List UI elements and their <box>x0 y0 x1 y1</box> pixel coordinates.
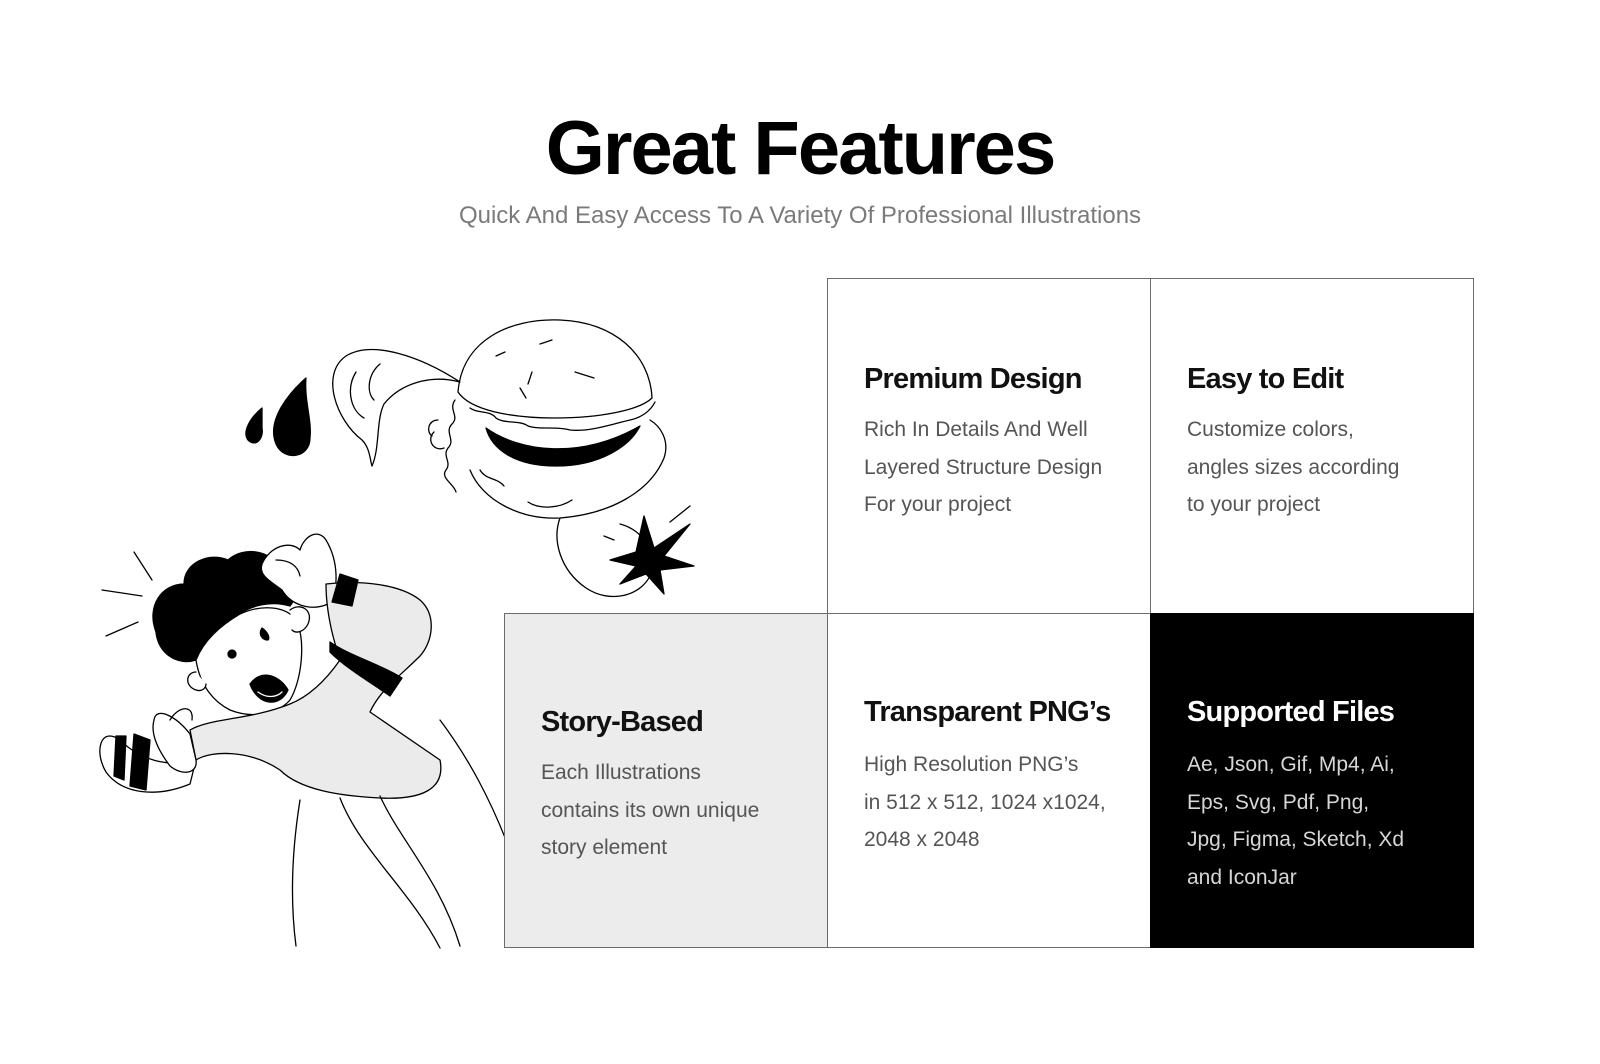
feature-description: Each Illustrations contains its own unique story element <box>541 761 760 859</box>
feature-description: Customize colors, angles sizes according to your project <box>1187 418 1400 516</box>
feature-description: High Resolution PNG’s in 512 x 512, 1024 x1024, 2048 x 2048 <box>864 753 1106 851</box>
feature-title: Supported Files <box>1187 696 1395 728</box>
feature-card-story-based <box>504 613 828 948</box>
feature-card-supported-files <box>1150 613 1474 948</box>
feature-title: Premium Design <box>864 363 1082 395</box>
page-title: Great Features <box>545 106 1055 191</box>
page-subtitle: Quick And Easy Access To A Variety Of Professional Illustrations <box>458 202 1142 229</box>
feature-title: Easy to Edit <box>1187 363 1344 395</box>
feature-title: Story-Based <box>541 706 704 738</box>
feature-card-transparent-pngs <box>827 613 1151 948</box>
feature-card-premium-design <box>827 278 1151 614</box>
feature-description: Rich In Details And Well Layered Structure Design For your project <box>864 418 1103 516</box>
feature-title: Transparent PNG’s <box>864 696 1111 728</box>
feature-card-easy-to-edit <box>1150 278 1474 614</box>
feature-description: Ae, Json, Gif, Mp4, Ai, Eps, Svg, Pdf, Png, Jpg, Figma, Sketch, Xd and IconJar <box>1187 753 1405 889</box>
